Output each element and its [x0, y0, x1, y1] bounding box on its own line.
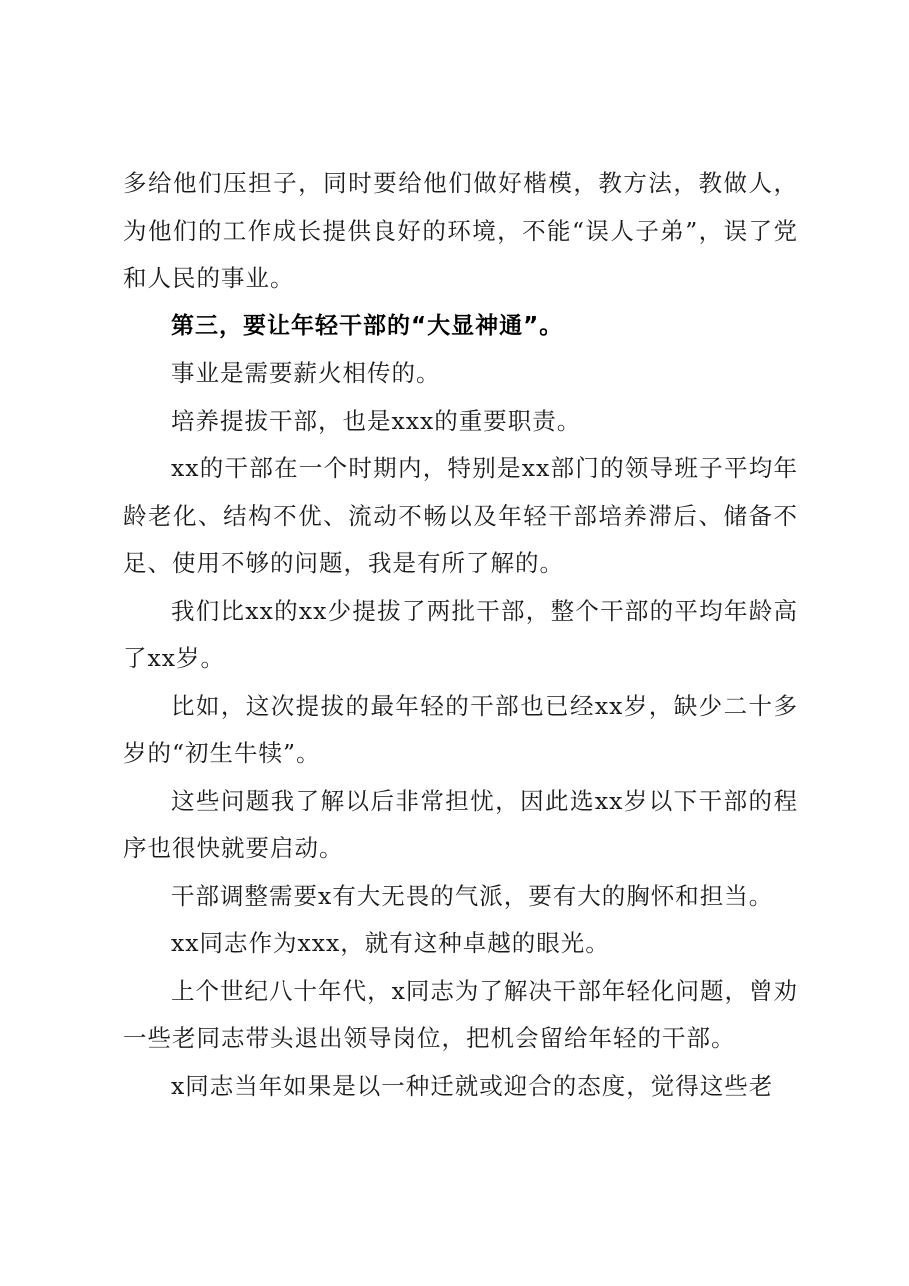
paragraph: 培养提拔干部，也是xxx的重要职责。: [171, 406, 582, 435]
paragraph: 这些问题我了解以后非常担忧，因此选xx岁以下干部的程序也很快就要启动。: [123, 786, 798, 862]
paragraph: 多给他们压担子，同时要给他们做好楷模，教方法，教做人，为他们的工作成长提供良好的环境，不能“误人子弟”，误了党和人民的事业。: [123, 169, 798, 292]
section-heading: 第三，要让年轻干部的“大显神通”。: [171, 312, 564, 339]
document-body: [123, 160, 798, 1110]
paragraph: xx同志作为xxx，就有这种卓越的眼光。: [171, 929, 610, 957]
paragraph: x同志当年如果是以一种迁就或迎合的态度，觉得这些老: [171, 1071, 774, 1100]
paragraph: xx的干部在一个时期内，特别是xx部门的领导班子平均年龄老化、结构不优、流动不畅以及年轻干部培养滞后、储备不足、使用不够的问题，我是有所了解的。: [123, 454, 798, 577]
paragraph: 事业是需要薪火相传的。: [171, 359, 441, 387]
paragraph: 上个世纪八十年代，x同志为了解决干部年轻化问题，曾劝一些老同志带头退出领导岗位，把机会留给年轻的干部。: [123, 976, 798, 1052]
paragraph: 干部调整需要x有大无畏的气派，要有大的胸怀和担当。: [171, 881, 774, 910]
paragraph: 比如，这次提拔的最年轻的干部也已经xx岁，缺少二十多岁的“初生牛犊”。: [123, 691, 798, 767]
paragraph: 我们比xx的xx少提拔了两批干部，整个干部的平均年龄高了xx岁。: [123, 596, 798, 672]
